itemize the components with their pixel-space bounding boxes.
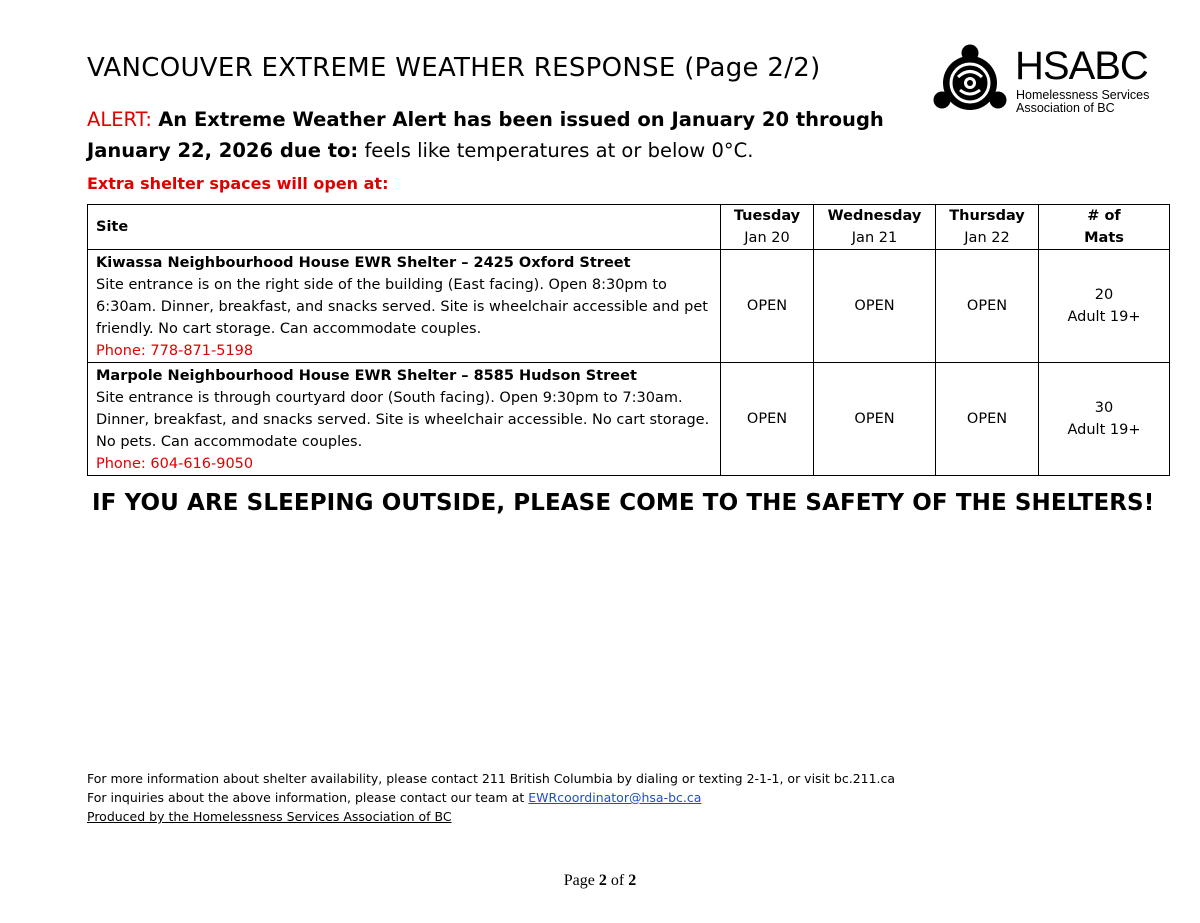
alert-message: [87, 104, 927, 166]
table-row: [88, 250, 1170, 363]
table-header-row: [88, 205, 1170, 250]
mats-column-header: [1039, 205, 1170, 250]
footer-contact-text: For inquiries about the above information, please contact our team at: [87, 790, 525, 805]
mats-age: Adult 19+: [1067, 309, 1141, 325]
page-number-word: Page: [563, 872, 595, 889]
tuesday-status: OPEN: [721, 250, 814, 363]
logo-brand-text: HSABC: [1015, 44, 1148, 88]
tuesday-status: OPEN: [721, 363, 814, 476]
logo-subtitle-line2: Association of BC: [1016, 101, 1115, 115]
site-cell: [88, 250, 721, 363]
email-link[interactable]: EWRcoordinator@hsa-bc.ca: [528, 790, 702, 805]
footer: [87, 769, 895, 826]
shelter-table: [87, 204, 1170, 476]
thursday-date: Jan 22: [964, 230, 1010, 246]
page-number: [0, 872, 1200, 890]
alert-reason: feels like temperatures at or below 0°C.: [364, 139, 754, 162]
tuesday-date: Jan 20: [744, 230, 790, 246]
wednesday-date: Jan 21: [851, 230, 898, 246]
footer-info-line: For more information about shelter availability, please contact 211 British Columbia by dialing or texting 2-1-1, or visit bc.211.ca: [87, 771, 896, 786]
site-column-header: Site: [88, 205, 721, 250]
footer-contact-line: [87, 788, 895, 807]
site-phone: Phone: 604-616-9050: [96, 456, 254, 472]
extra-spaces-heading: Extra shelter spaces will open at:: [87, 174, 389, 193]
mats-count: 20: [1094, 287, 1114, 303]
thursday-name: Thursday: [949, 208, 1025, 224]
mats-cell: [1039, 363, 1170, 476]
mats-header-line2: Mats: [1084, 230, 1124, 246]
page-number-total: 2: [628, 872, 637, 889]
hsabc-logo-mark-icon: [932, 44, 1010, 116]
hsabc-logo: [932, 44, 1152, 116]
mats-cell: [1039, 250, 1170, 363]
logo-subtitle-line1: Homelessness Services: [1016, 88, 1150, 102]
wednesday-column-header: [814, 205, 936, 250]
page-title: VANCOUVER EXTREME WEATHER RESPONSE (Page 2/2): [87, 53, 821, 83]
mats-age: Adult 19+: [1067, 422, 1141, 438]
mats-count: 30: [1094, 400, 1114, 416]
table-row: [88, 363, 1170, 476]
wednesday-status: OPEN: [814, 250, 936, 363]
site-description-line: Site entrance is through courtyard door (South facing). Open 9:30pm to 7:30am.: [96, 390, 683, 406]
site-description-line: friendly. No cart storage. Can accommodate couples.: [96, 321, 482, 337]
wednesday-status: OPEN: [814, 363, 936, 476]
site-description-line: Site entrance is on the right side of the building (East facing). Open 8:30pm to: [96, 277, 667, 293]
site-cell: [88, 363, 721, 476]
site-name: Kiwassa Neighbourhood House EWR Shelter – 2425 Oxford Street: [96, 255, 631, 271]
site-description-line: Dinner, breakfast, and snacks served. Site is wheelchair accessible. No cart storage.: [96, 412, 710, 428]
thursday-column-header: [936, 205, 1039, 250]
thursday-status: OPEN: [936, 363, 1039, 476]
alert-prefix: ALERT:: [87, 108, 152, 131]
page-number-current: 2: [598, 872, 607, 889]
footer-produced-by: Produced by the Homelessness Services Association of BC: [87, 809, 452, 824]
call-to-action: IF YOU ARE SLEEPING OUTSIDE, PLEASE COME TO THE SAFETY OF THE SHELTERS!: [92, 490, 1155, 516]
site-description-line: No pets. Can accommodate couples.: [96, 434, 363, 450]
mats-header-line1: # of: [1087, 208, 1121, 224]
page-number-of: of: [610, 872, 625, 889]
site-name: Marpole Neighbourhood House EWR Shelter – 8585 Hudson Street: [96, 368, 637, 384]
site-phone: Phone: 778-871-5198: [96, 343, 254, 359]
alert-bold-text: An Extreme Weather Alert has been issued on January 20 through January 22, 2026 due to:: [87, 108, 884, 162]
wednesday-name: Wednesday: [827, 208, 922, 224]
tuesday-column-header: [721, 205, 814, 250]
thursday-status: OPEN: [936, 250, 1039, 363]
site-description-line: 6:30am. Dinner, breakfast, and snacks served. Site is wheelchair accessible and pet: [96, 299, 708, 315]
tuesday-name: Tuesday: [733, 208, 801, 224]
